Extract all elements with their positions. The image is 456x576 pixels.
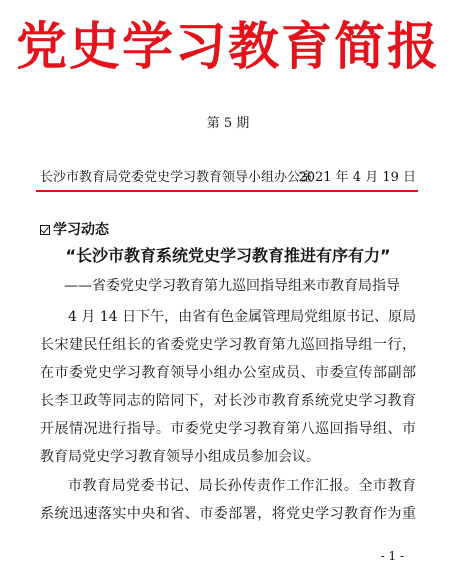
issuer-row [40,169,416,187]
article-paragraph [40,472,416,528]
article-subhead: ——省委党史学习教育第九巡回指导组来市教育局指导 [64,278,400,294]
article-headline: “长沙市教育系统党史学习教育推进有序有力” [65,246,391,265]
paragraph-line: 市教育局党委书记、局长孙传责作工作汇报。全市教育 [68,478,416,494]
paragraph-line: 开展情况进行指导。市委党史学习教育第八巡回指导组、市 [40,421,416,437]
article-paragraph [40,303,416,471]
red-divider-rule [36,190,418,192]
page-number: - 1 - [380,549,404,563]
paragraph-line: 系统迅速落实中央和省、市委部署，将党史学习教育作为重 [40,506,416,522]
issue-number: 第 5 期 [206,116,250,131]
paragraph-line: 长李卫政等同志的陪同下，对长沙市教育系统党史学习教育 [40,393,416,409]
paragraph-line: 长宋建民任组长的省委党史学习教育第九巡回指导组一行， [40,337,416,353]
section-tag-label: 学习动态 [53,222,109,238]
paragraph-line: 在市委党史学习教育领导小组办公室成员、市委宣传部副部 [40,365,416,381]
paragraph-line: 4 月 14 日下午，由省有色金属管理局党组原书记、原局 [68,309,417,325]
section-tag [40,220,109,240]
masthead-title: 党史学习教育简报 [15,17,440,77]
issue-date: 2021 年 4 月 19 日 [298,170,416,185]
checkbox-icon [40,225,50,235]
paragraph-line: 教育局党史学习教育领导小组成员参加会议。 [40,449,320,465]
issuing-office: 长沙市教育局党委党史学习教育领导小组办公室 [40,170,314,185]
